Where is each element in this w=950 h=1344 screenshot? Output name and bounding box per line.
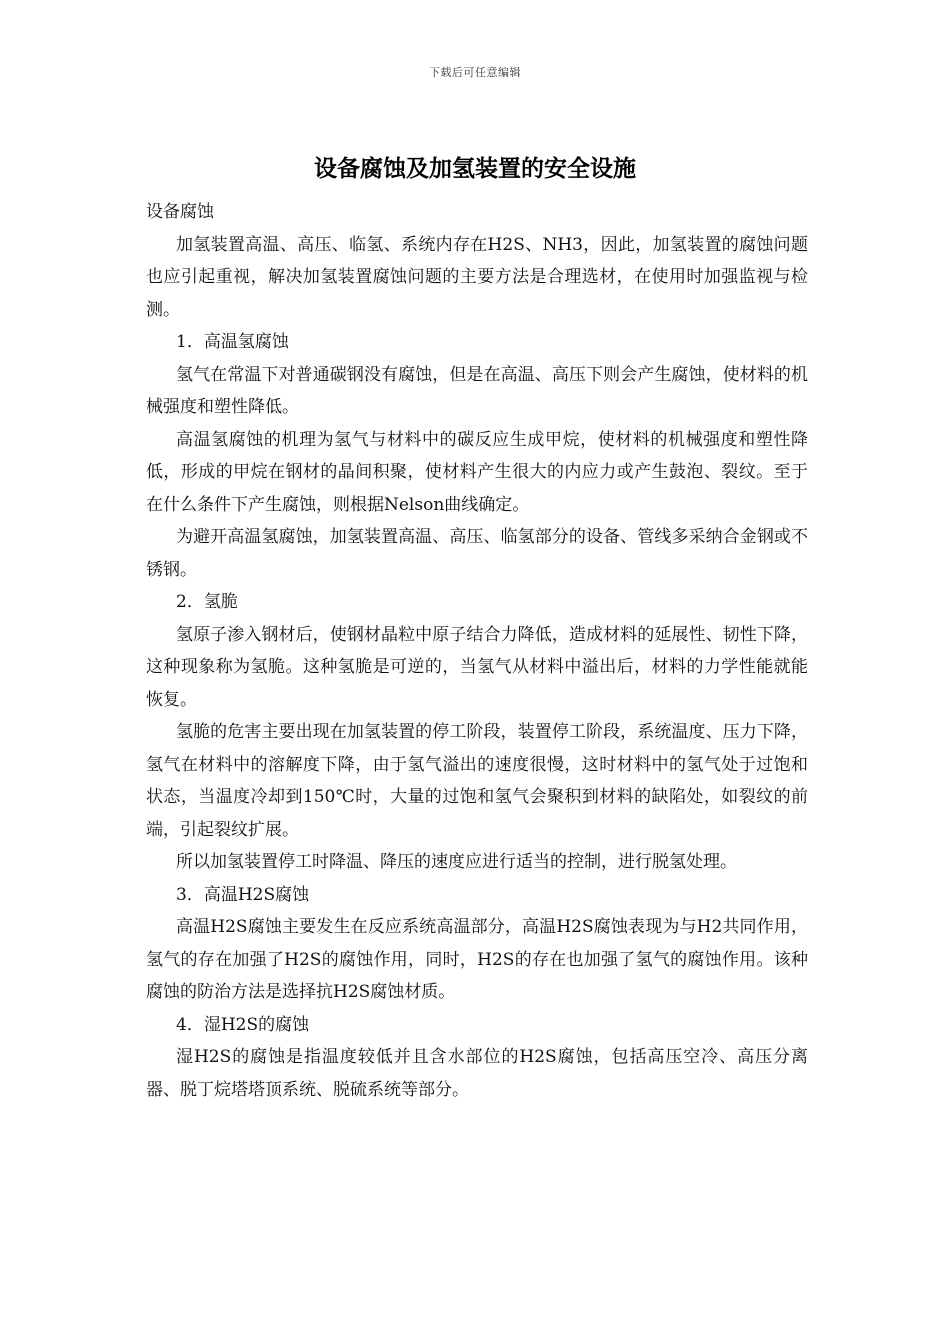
paragraph: 为避开高温氢腐蚀，加氢装置高温、高压、临氢部分的设备、管线多采纳合金钢或不锈钢。: [146, 527, 808, 580]
paragraph: 湿H2S的腐蚀是指温度较低并且含水部位的H2S腐蚀，包括高压空冷、高压分离器、脱丁烷塔塔顶系统、脱硫系统等部分。: [146, 1047, 808, 1100]
paragraph: 氢脆的危害主要出现在加氢装置的停工阶段，装置停工阶段，系统温度、压力下降，氢气在材料中的溶解度下降，由于氢气溢出的速度很慢，这时材料中的氢气处于过饱和状态，当温度冷却到150℃时，大量的过饱和氢气会聚积到材料的缺陷处，如裂纹的前端，引起裂纹扩展。: [146, 722, 808, 840]
document-body: [146, 196, 808, 1106]
subsection-heading: 4．湿H2S的腐蚀: [176, 1014, 310, 1035]
header-note: 下载后可任意编辑: [429, 66, 521, 79]
paragraph: 高温H2S腐蚀主要发生在反应系统高温部分，高温H2S腐蚀表现为与H2共同作用，氢气的存在加强了H2S的腐蚀作用，同时，H2S的存在也加强了氢气的腐蚀作用。该种腐蚀的防治方法是选择抗H2S腐蚀材质。: [146, 917, 808, 1002]
paragraph: 加氢装置高温、高压、临氢、系统内存在H2S、NH3，因此，加氢装置的腐蚀问题也应引起重视，解决加氢装置腐蚀问题的主要方法是合理选材，在使用时加强监视与检测。: [146, 234, 808, 320]
paragraph: 高温氢腐蚀的机理为氢气与材料中的碳反应生成甲烷，使材料的机械强度和塑性降低，形成的甲烷在钢材的晶间积聚，使材料产生很大的内应力或产生鼓泡、裂纹。至于在什么条件下产生腐蚀，则根据Nelson曲线确定。: [146, 429, 808, 515]
section-heading: 设备腐蚀: [146, 202, 214, 222]
subsection-heading: 1．高温氢腐蚀: [176, 332, 289, 352]
paragraph: 氢原子渗入钢材后，使钢材晶粒中原子结合力降低，造成材料的延展性、韧性下降，这种现象称为氢脆。这种氢脆是可逆的，当氢气从材料中溢出后，材料的力学性能就能恢复。: [146, 624, 808, 710]
subsection-heading: 2．氢脆: [176, 592, 238, 612]
paragraph: 氢气在常温下对普通碳钢没有腐蚀，但是在高温、高压下则会产生腐蚀，使材料的机械强度和塑性降低。: [146, 364, 808, 417]
subsection-heading: 3．高温H2S腐蚀: [176, 884, 310, 905]
document-title: 设备腐蚀及加氢装置的安全设施: [314, 155, 636, 182]
paragraph: 所以加氢装置停工时降温、降压的速度应进行适当的控制，进行脱氢处理。: [176, 852, 737, 872]
